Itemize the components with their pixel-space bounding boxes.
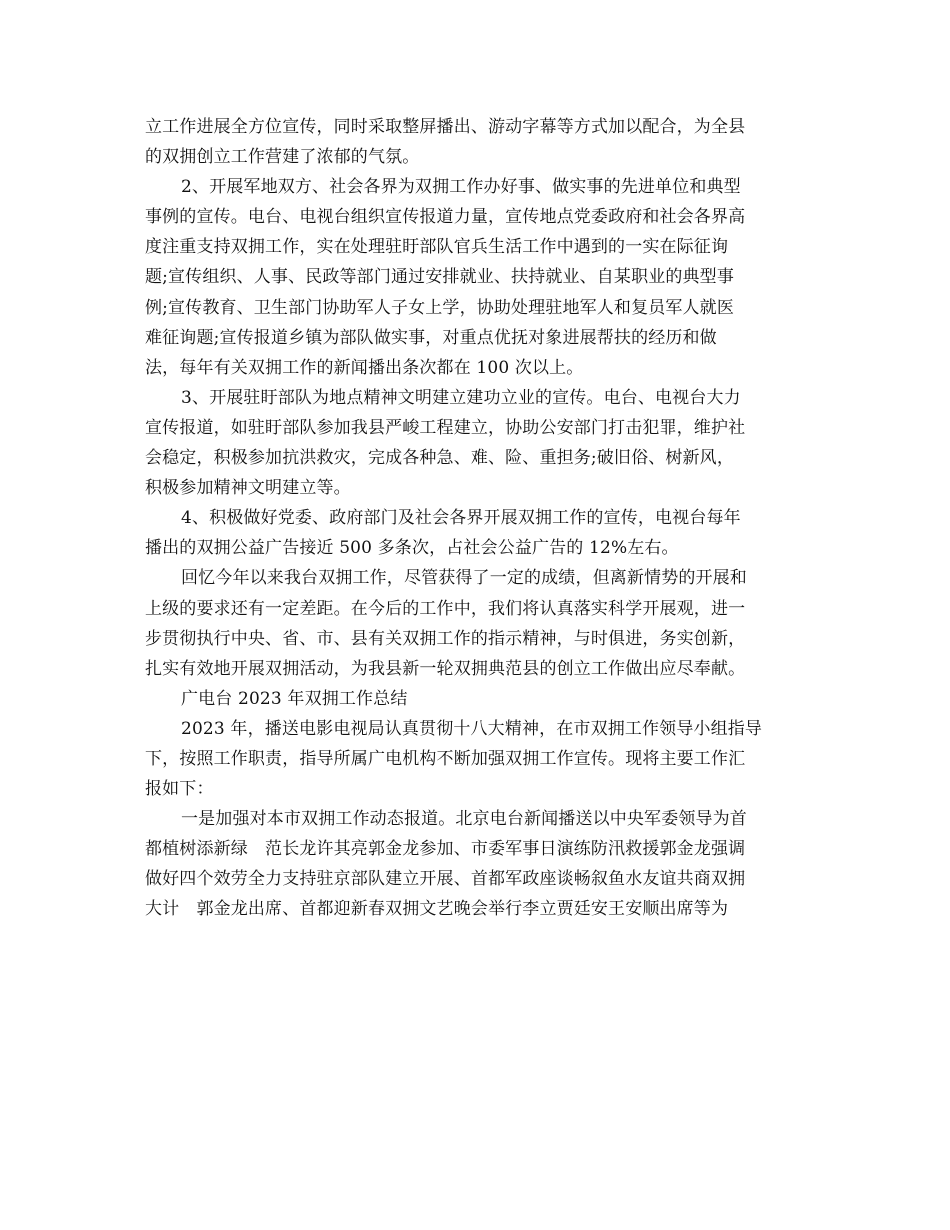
text-line: 回忆今年以来我台双拥工作，尽管获得了一定的成绩，但离新情势的开展和 bbox=[181, 568, 747, 589]
text-line: 4、积极做好党委、政府部门及社会各界开展双拥工作的宣传，电视台每年 bbox=[181, 508, 741, 529]
text-line: 题;宣传组织、人事、民政等部门通过安排就业、扶持就业、自某职业的典型事 bbox=[145, 267, 734, 288]
text-line: 度注重支持双拥工作，实在处理驻盱部队官兵生活工作中遇到的一实在际征询 bbox=[145, 237, 729, 258]
text-line: 2、开展军地双方、社会各界为双拥工作办好事、做实事的先进单位和典型 bbox=[181, 177, 741, 198]
text-line: 报如下： bbox=[145, 779, 214, 800]
text-line: 积极参加精神文明建立等。 bbox=[145, 478, 351, 499]
text-line: 都植树添新绿 范长龙许其亮郭金龙参加、市委军事日演练防汛救援郭金龙强调 bbox=[145, 839, 746, 860]
text-line: 大计 郭金龙出席、首都迎新春双拥文艺晚会举行李立贾廷安王安顺出席等为 bbox=[145, 899, 729, 920]
text-line: 一是加强对本市双拥工作动态报道。北京电台新闻播送以中央军委领导为首 bbox=[181, 809, 747, 830]
text-line: 宣传报道，如驻盱部队参加我县严峻工程建立，协助公安部门打击犯罪，维护社 bbox=[145, 417, 746, 438]
text-line: 的双拥创立工作营建了浓郁的气氛。 bbox=[145, 147, 420, 168]
text-line: 做好四个效劳全力支持驻京部队建立开展、首都军政座谈畅叙鱼水友谊共商双拥 bbox=[145, 869, 746, 890]
text-line: 会稳定，积极参加抗洪救灾，完成各种急、难、险、重担务;破旧俗、树新风， bbox=[145, 448, 734, 469]
text-line: 广电台 2023 年双拥工作总结 bbox=[181, 688, 408, 709]
text-line: 上级的要求还有一定差距。在今后的工作中，我们将认真落实科学开展观，进一 bbox=[145, 598, 746, 619]
text-line: 2023 年，播送电影电视局认真贯彻十八大精神，在市双拥工作领导小组指导 bbox=[181, 718, 763, 739]
text-line: 立工作进展全方位宣传，同时采取整屏播出、游动字幕等方式加以配合，为全县 bbox=[145, 117, 746, 137]
text-line: 下，按照工作职责，指导所属广电机构不断加强双拥工作宣传。现将主要工作汇 bbox=[145, 748, 746, 769]
text-line: 扎实有效地开展双拥活动，为我县新一轮双拥典范县的创立工作做出应尽奉献。 bbox=[145, 658, 746, 679]
text-line: 3、开展驻盱部队为地点精神文明建立建功立业的宣传。电台、电视台大力 bbox=[181, 387, 741, 408]
text-line: 播出的双拥公益广告接近 500 多条次，占社会公益广告的 12%左右。 bbox=[145, 538, 679, 559]
text-line: 步贯彻执行中央、省、市、县有关双拥工作的指示精神，与时俱进，务实创新， bbox=[145, 628, 746, 649]
text-line: 法，每年有关双拥工作的新闻播出条次都在 100 次以上。 bbox=[145, 357, 584, 378]
document-body bbox=[145, 112, 805, 925]
text-line: 难征询题;宣传报道乡镇为部队做实事，对重点优抚对象进展帮扶的经历和做 bbox=[145, 327, 717, 348]
text-line: 事例的宣传。电台、电视台组织宣传报道力量，宣传地点党委政府和社会各界高 bbox=[145, 207, 746, 228]
text-line: 例;宣传教育、卫生部门协助军人子女上学，协助处理驻地军人和复员军人就医 bbox=[145, 297, 734, 318]
